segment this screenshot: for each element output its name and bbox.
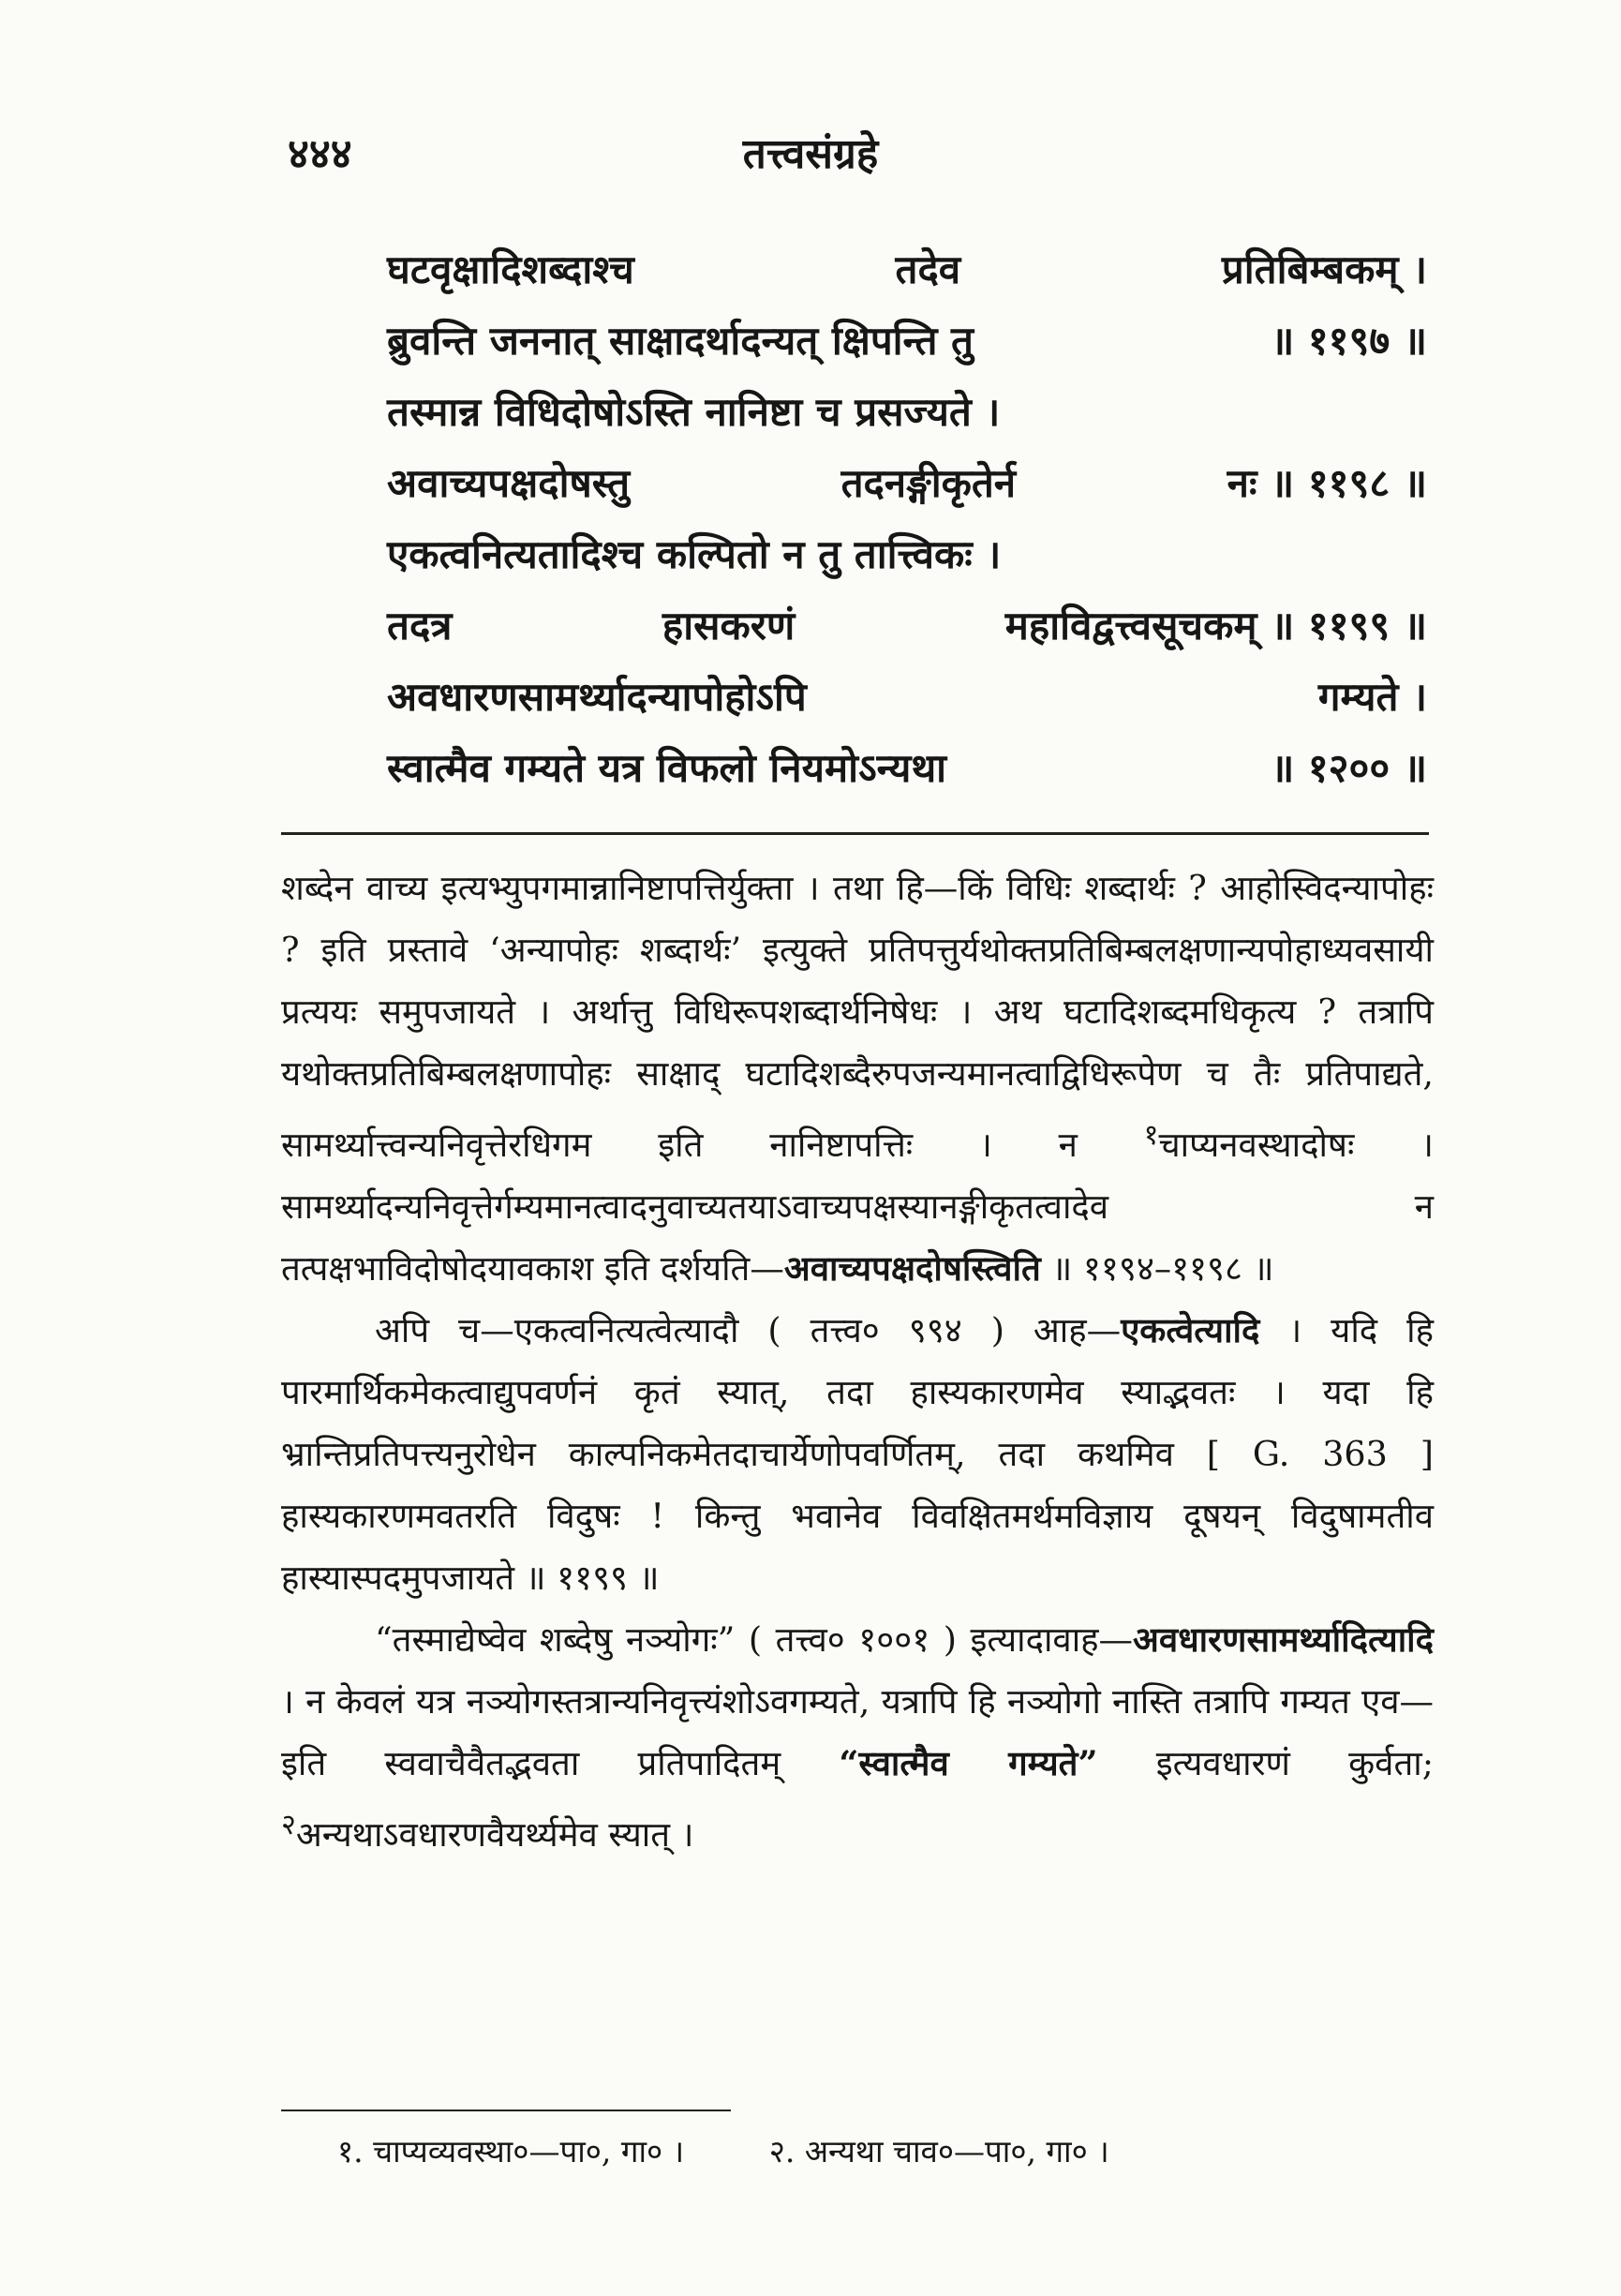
commentary-paragraph: अपि च—एकत्वनित्यत्वेत्यादौ ( तत्त्व० ९९४ ) आह—एकत्वेत्यादि । यदि हि पारमार्थिकमेकत्वाद्युपवर्णनं कृतं स्यात्, तदा हास्यकारणमेव स्याद्भवतः । यदा हि भ्रान्तिप्रतिपत्त्यनुरोधेन काल्पनिकमेतदाचार्येणोपवर्णितम्, तदा कथमिव [ G. 363 ] हास्यकारणमवतरति विदुषः ! किन्तु भवानेव विवक्षितमर्थमविज्ञाय दूषयन् विदुषामतीव हास्यास्पदमुपजायते ॥ ११९९ ॥ bbox=[281, 1310, 1435, 1599]
commentary bbox=[281, 857, 1434, 1866]
verse-line: स्वात्मैव गम्यते यत्र विफलो नियमोऽन्यथा ॥ १२०० ॥ bbox=[387, 745, 1427, 791]
verse-line: ब्रुवन्ति जननात् साक्षादर्थादन्यत् क्षिपन्ति तु ॥ ११९७ ॥ bbox=[387, 318, 1427, 364]
verse-line: घटवृक्षादिशब्दाश्च तदेव प्रतिबिम्बकम् । bbox=[387, 246, 1427, 292]
page-number: ४४४ bbox=[288, 130, 352, 178]
footnote-marker: १ bbox=[1143, 1119, 1159, 1152]
separator-rule bbox=[281, 832, 1429, 835]
verse-line: एकत्वनित्यतादिश्च कल्पितो न तु तात्त्विकः । bbox=[387, 531, 1002, 577]
verse-line: अवधारणसामर्थ्यादन्यापोहोऽपि गम्यते । bbox=[387, 674, 1427, 720]
footnote: २. अन्यथा चाव०—पा०, गा० । bbox=[768, 2133, 1109, 2169]
footnotes bbox=[337, 2129, 1184, 2174]
footnote: १. चाप्यव्यवस्था०—पा०, गा० । bbox=[337, 2133, 685, 2169]
running-title: तत्त्वसंग्रहे bbox=[742, 130, 879, 178]
verse-line: तस्मान्न विधिदोषोऽस्ति नानिष्टा च प्रसज्यते । bbox=[387, 389, 1001, 435]
verse-block bbox=[387, 234, 1427, 804]
footnote-rule bbox=[281, 2110, 731, 2111]
verse-line: अवाच्यपक्षदोषस्तु तदनङ्गीकृतेर्न नः ॥ ११९८ ॥ bbox=[387, 460, 1427, 506]
commentary-paragraph: “तस्माद्येष्वेव शब्देषु नञ्योगः” ( तत्त्व० १००१ ) इत्यादावाह—अवधारणसामर्थ्यादित्यादि । न केवलं यत्र नञ्योगस्तत्रान्यनिवृत्त्यंशोऽवगम्यते, यत्रापि हि नञ्योगो नास्ति तत्रापि गम्यत एव—इति स्ववाचैवैतद्भवता प्रतिपादितम् “स्वात्मैव गम्यते” इत्यवधारणं कुर्वता; $^२$अन्यथाऽवधारणवैयर्थ्यमेव स्यात् । bbox=[281, 1619, 1434, 1856]
verse-line: तदत्र हासकरणं महाविद्वत्त्वसूचकम् ॥ ११९९ ॥ bbox=[387, 603, 1427, 649]
commentary-paragraph: शब्देन वाच्य इत्यभ्युपगमान्नानिष्टापत्तिर्युक्ता । तथा हि—किं विधिः शब्दार्थः ? आहोस्विदन्यापोहः ? इति प्रस्तावे ‘अन्यापोहः शब्दार्थः’ इत्युक्ते प्रतिपत्तुर्यथोक्तप्रतिबिम्बलक्षणान्यपोहाध्यवसायी प्रत्ययः समुपजायते । अर्थात्तु विधिरूपशब्दार्थनिषेधः । अथ घटादिशब्दमधिकृत्य ? तत्रापि यथोक्तप्रतिबिम्बलक्षणापोहः साक्षाद् घटादिशब्दैरुपजन्यमानत्वाद्विधिरूपेण च तैः प्रतिपाद्यते, सामर्थ्यात्त्वन्यनिवृत्तेरधिगम इति नानिष्टापत्तिः । न $^१$चाप्यनवस्थादोषः । सामर्थ्यादन्यनिवृत्तेर्गम्यमानत्वादनुवाच्यतयाऽवाच्यपक्षस्यानङ्गीकृतत्वादेव न तत्पक्षभाविदोषोदयावकाश इति दर्शयति—अवाच्यपक्षदोषस्त्विति ॥ ११९४–११९८ ॥ bbox=[281, 868, 1435, 1290]
footnote-marker: २ bbox=[281, 1809, 296, 1842]
